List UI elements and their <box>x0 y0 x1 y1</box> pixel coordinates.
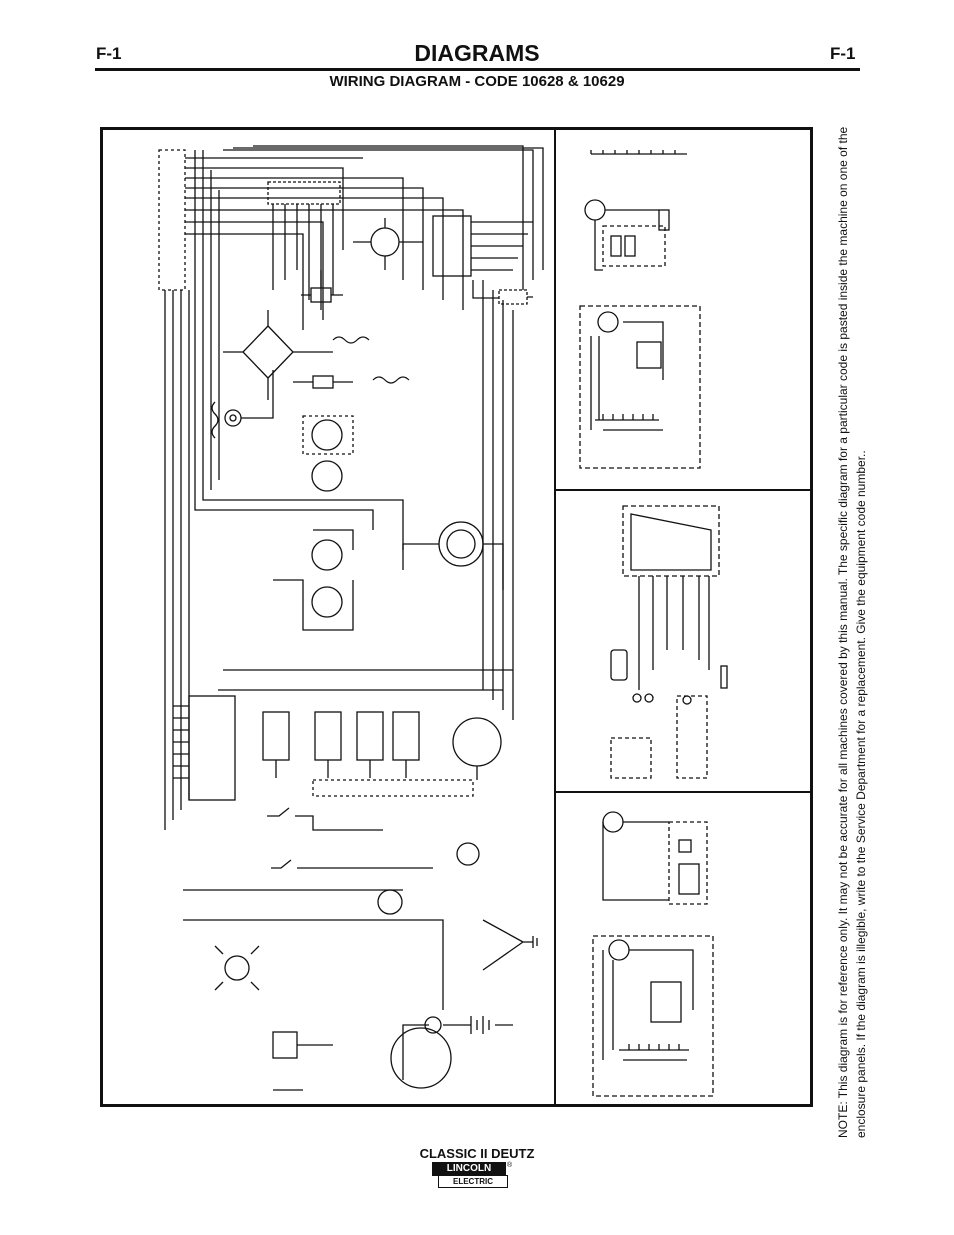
page-title: DIAGRAMS <box>414 40 540 66</box>
diagram-subtitle: WIRING DIAGRAM - CODE 10628 & 10629 <box>329 73 625 90</box>
registered-mark: ® <box>507 1162 513 1169</box>
section-code-right: F-1 <box>830 44 856 63</box>
wiring-schematic-drawing <box>103 130 810 1104</box>
logo-top-text: LINCOLN <box>432 1162 506 1176</box>
lincoln-electric-logo <box>432 1162 512 1188</box>
header-divider <box>95 68 860 71</box>
logo-bottom-text: ELECTRIC <box>438 1175 508 1188</box>
wiring-diagram <box>100 127 813 1107</box>
section-code-left: F-1 <box>96 44 122 63</box>
model-name: CLASSIC II DEUTZ <box>419 1146 535 1161</box>
reference-note: NOTE: This diagram is for reference only. It may not be accurate for all machines covered by this manual. The specific diagram for a particular code is pasted inside the machine on one of the enclosure panels. If the diagram is illegible, write to the Service Department for a replacement. Give the equipment code number.. <box>836 126 868 1138</box>
